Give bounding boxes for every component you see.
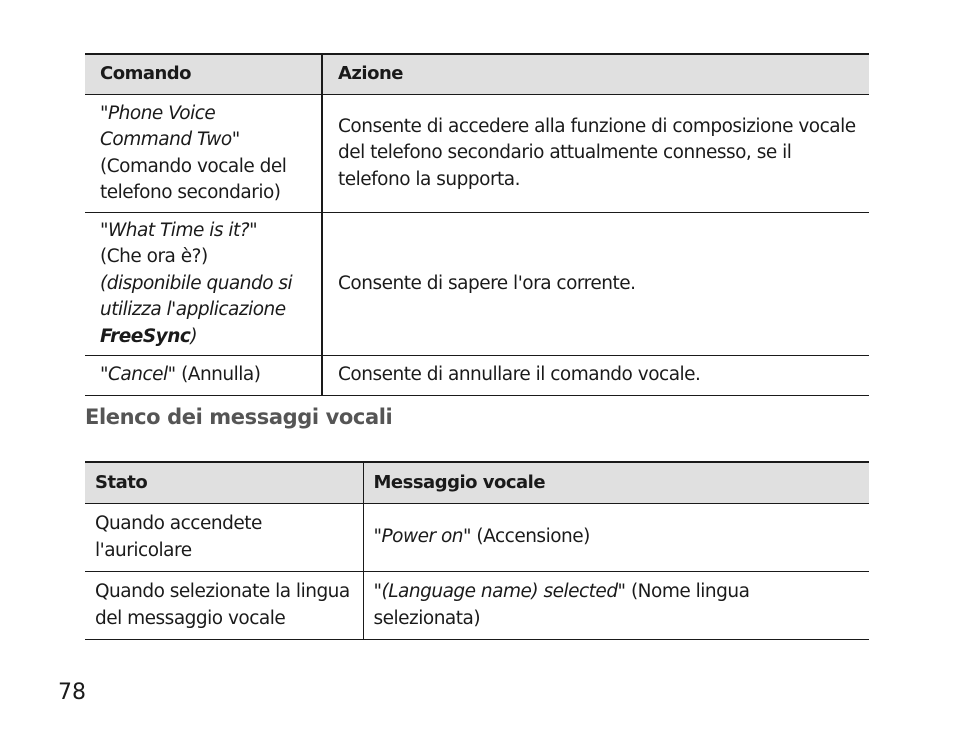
header-state: Stato [85, 462, 363, 504]
message-cell [363, 504, 869, 572]
command-quote: "Phone Voice Command Two" [100, 102, 240, 150]
state-cell: Quando selezionate la lingua del messaggio vocale [85, 572, 363, 640]
command-translation: (Annulla) [175, 364, 261, 386]
action-cell: Consente di annullare il comando vocale. [322, 356, 869, 396]
action-cell: Consente di sapere l'ora corrente. [322, 213, 869, 356]
header-message: Messaggio vocale [363, 462, 869, 504]
voice-messages-table [85, 461, 869, 640]
table-row [85, 213, 869, 356]
table-header-row [85, 54, 869, 95]
command-translation: (Che ora è?) [100, 246, 208, 268]
voice-commands-table [85, 53, 869, 396]
command-cell [85, 356, 322, 396]
command-translation: (Comando vocale del telefono secondario) [100, 155, 287, 203]
command-note-prefix: (disponibile quando si utilizza l'applicazione [100, 272, 293, 321]
state-cell: Quando accendete l'auricolare [85, 504, 363, 572]
message-cell [363, 572, 869, 640]
header-action: Azione [322, 54, 869, 95]
command-quote: "Cancel" [100, 364, 176, 386]
command-cell [85, 95, 322, 213]
message-translation: (Nome lingua selezionata) [373, 581, 750, 629]
table-row [85, 504, 869, 572]
message-quote: "(Language name) selected" [373, 581, 626, 602]
action-cell: Consente di accedere alla funzione di composizione vocale del telefono secondario attualmente connesso, se il telefono la supporta. [322, 95, 869, 213]
section-heading: Elenco dei messaggi vocali [85, 405, 393, 429]
table-row [85, 356, 869, 396]
page-number: 78 [58, 680, 86, 705]
table-row [85, 572, 869, 640]
message-quote: "Power on" [373, 526, 472, 548]
command-note [100, 273, 292, 347]
message-translation: (Accensione) [471, 526, 590, 548]
header-command: Comando [85, 54, 322, 95]
command-quote: "What Time is it?" [100, 219, 258, 241]
table-header-row [85, 462, 869, 504]
command-note-app: FreeSync [100, 325, 191, 347]
command-cell [85, 213, 322, 356]
command-note-suffix: ) [190, 325, 198, 347]
table-row [85, 95, 869, 213]
